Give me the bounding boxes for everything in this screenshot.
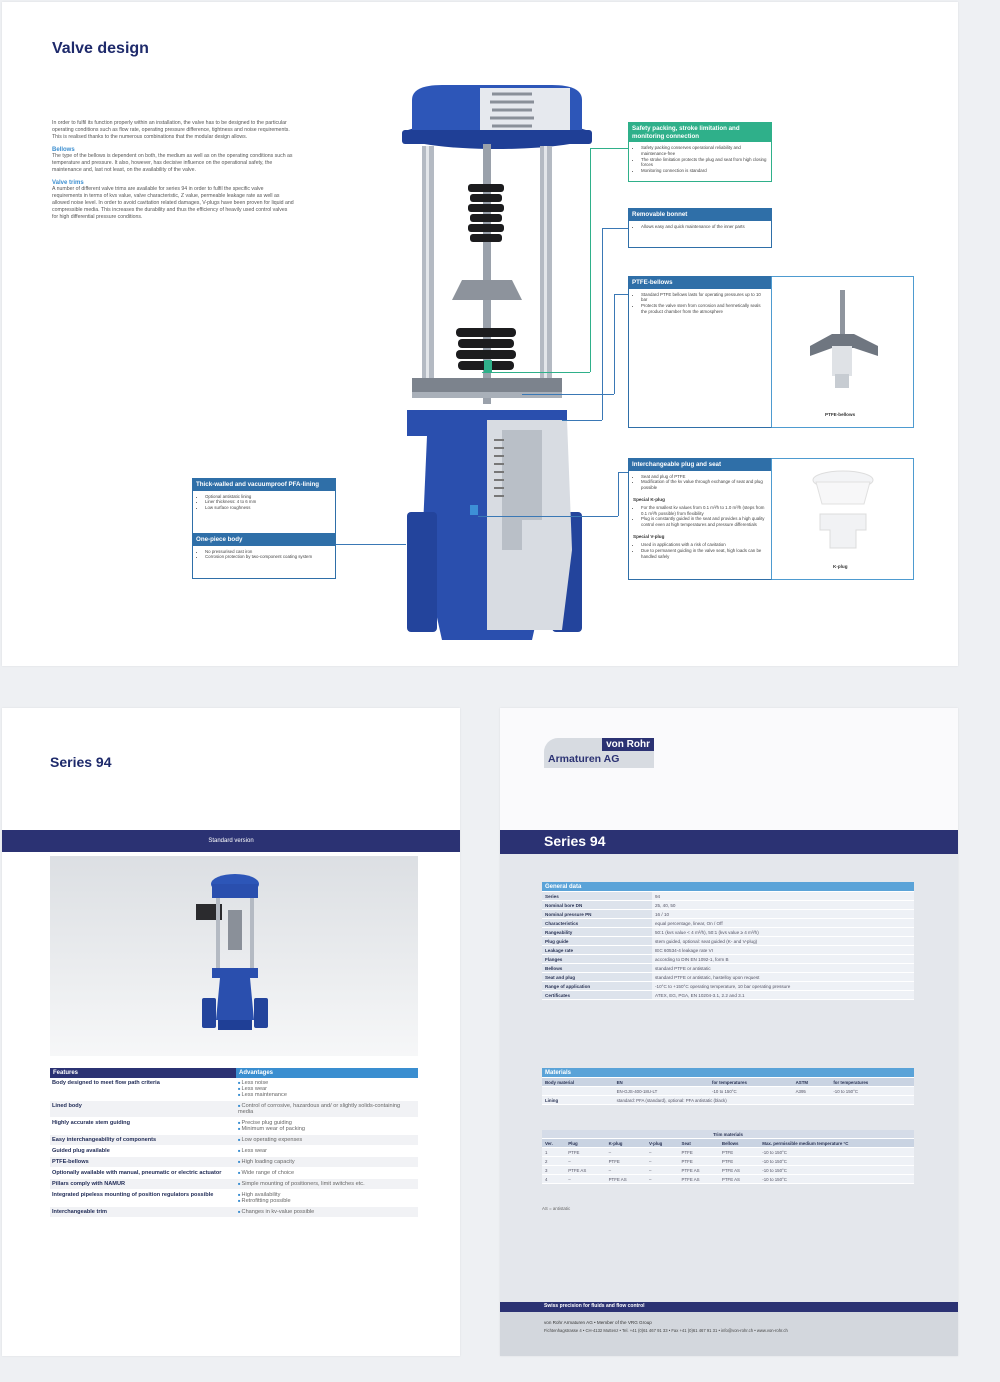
table-row	[542, 955, 914, 964]
table-cell: –	[646, 1148, 679, 1157]
series-94-datasheet-page	[500, 708, 958, 1356]
k-plug-image	[808, 468, 878, 560]
callout-lining-item: • Low surface roughness	[205, 505, 331, 511]
feature-cell: Guided plug available	[50, 1146, 236, 1157]
valve-photo-image	[190, 870, 280, 1050]
title-band	[500, 830, 958, 854]
spec-label: Seat and plug	[542, 973, 652, 982]
spec-label: Series	[542, 892, 652, 901]
advantage-cell	[236, 1207, 418, 1218]
table-cell: –	[606, 1166, 646, 1175]
table-row	[542, 1087, 914, 1096]
table-cell: 3	[542, 1166, 565, 1175]
column-header: Max. permissible medium temperature °C	[759, 1139, 914, 1148]
safety-connector-line	[590, 148, 630, 149]
table-cell: PTFE AS	[679, 1175, 719, 1184]
table-cell: –	[565, 1175, 605, 1184]
advantage-item: ■ High availability	[238, 1192, 416, 1198]
callout-ptfe-heading: PTFE-bellows	[629, 277, 771, 289]
spec-value: 25, 40, 50	[652, 901, 914, 910]
page-title: Series 94	[50, 754, 112, 770]
ptfe-connector-line-h	[522, 394, 614, 395]
table-cell: -10 to 150°C	[709, 1087, 793, 1096]
table-cell: –	[646, 1175, 679, 1184]
feature-cell: Lined body	[50, 1101, 236, 1118]
k-plug-item: • For the smallest kv values from 0.1 m³/h to 1.0 m³/h (steps from 0.1 m³/h possible) from flexibility	[641, 505, 767, 517]
callout-plug-item: • Modification of the kv value through exchange of seat and plug possible	[641, 479, 767, 491]
column-header: K-plug	[606, 1139, 646, 1148]
series-94-features-page	[2, 708, 460, 1356]
valve-trims-heading: Valve trims	[52, 180, 84, 186]
column-header: Plug	[565, 1139, 605, 1148]
table-row	[542, 892, 914, 901]
callout-one-piece-body	[192, 533, 336, 579]
feature-cell: PTFE-bellows	[50, 1157, 236, 1168]
spec-value: 50:1 (kvs value < 4 m³/h), 50:1 (kvs value ≥ 4 m³/h)	[652, 928, 914, 937]
spec-value: standard PTFE or antistatic	[652, 964, 914, 973]
feature-cell: Body designed to meet flow path criteria	[50, 1078, 236, 1101]
column-header: EN	[614, 1078, 709, 1087]
spec-label: Certificates	[542, 991, 652, 1000]
table-cell: PTFE	[679, 1157, 719, 1166]
column-header: Bellows	[719, 1139, 759, 1148]
column-header: for temperatures	[830, 1078, 914, 1087]
callout-safety-item: • Monitoring connection is standard	[641, 168, 767, 174]
intro-text-block	[52, 120, 294, 221]
page-title: Series 94	[544, 833, 606, 849]
intro-text: In order to fulfil its function properly within an installation, the valve has to be designed to the particular operating conditions such as flow rate, operating pressure difference, tightness and noise requirements. This is realised thanks to the numerous combinations that the modular design allows.	[52, 120, 290, 140]
advantage-item: ■ Changes in kv-value possible	[238, 1209, 416, 1215]
table-cell: –	[646, 1166, 679, 1175]
table-row	[542, 937, 914, 946]
table-row	[50, 1179, 418, 1190]
table-cell: PTFE	[565, 1148, 605, 1157]
bonnet-connector-line-h	[562, 420, 602, 421]
general-data-heading: General data	[542, 882, 914, 892]
product-photo	[50, 856, 418, 1056]
materials-heading: Materials	[542, 1068, 914, 1078]
k-plug-caption: K-plug	[833, 564, 848, 569]
column-header: Ver.	[542, 1139, 565, 1148]
bonnet-connector-line	[602, 228, 630, 229]
company-logo	[544, 738, 654, 768]
table-cell: -10 to 150°C	[759, 1166, 914, 1175]
feature-cell: Highly accurate stem guiding	[50, 1118, 236, 1135]
table-cell: PTFE	[719, 1148, 759, 1157]
spec-label: Plug guide	[542, 937, 652, 946]
body-connector-line	[336, 544, 406, 545]
spec-value: ATEX, EG, PGA, EN 10204-3.1, 2.2 and 3.1	[652, 991, 914, 1000]
column-header: for temperatures	[709, 1078, 793, 1087]
callout-safety-item: • The stroke limitation protects the plug and seat from high closing forces	[641, 157, 767, 169]
advantage-cell	[236, 1101, 418, 1118]
advantage-item: ■ Retrofitting possible	[238, 1198, 416, 1204]
spec-label: Range of application	[542, 982, 652, 991]
column-header: ASTM	[793, 1078, 831, 1087]
advantage-cell	[236, 1118, 418, 1135]
advantages-header: Advantages	[236, 1068, 418, 1078]
column-header: V-plug	[646, 1139, 679, 1148]
callout-lining-item: • Optional antistatic lining	[205, 494, 331, 500]
v-plug-item: • Used in applications with a risk of cavitation	[641, 542, 767, 548]
table-cell	[542, 1087, 614, 1096]
callout-ptfe-bellows	[628, 276, 772, 428]
advantage-item: ■ Less maintenance	[238, 1092, 416, 1098]
table-row	[542, 901, 914, 910]
table-row	[50, 1146, 418, 1157]
advantage-item: ■ Wide range of choice	[238, 1170, 416, 1176]
spec-value: equal percentage, linear, On / Off	[652, 919, 914, 928]
table-cell: PTFE AS	[719, 1175, 759, 1184]
v-plug-heading: Special V-plug	[633, 534, 665, 540]
column-header: Body material	[542, 1078, 614, 1087]
advantage-cell	[236, 1168, 418, 1179]
callout-safety-heading: Safety packing, stroke limitation and monitoring connection	[629, 123, 771, 142]
table-cell: A395	[793, 1087, 831, 1096]
advantage-cell	[236, 1078, 418, 1101]
footer-company: von Rohr Armaturen AG • Member of the VRG Group	[544, 1320, 652, 1325]
callout-safety-packing	[628, 122, 772, 182]
table-row	[542, 1166, 914, 1175]
callout-plug-seat	[628, 458, 772, 580]
page-title: Valve design	[52, 40, 149, 57]
advantage-cell	[236, 1146, 418, 1157]
table-cell: -10 to 150°C	[759, 1175, 914, 1184]
table-row	[542, 919, 914, 928]
table-cell: PTFE AS	[606, 1175, 646, 1184]
feature-cell: Integrated pipeless mounting of position regulators possible	[50, 1190, 236, 1207]
table-cell: -10 to 150°C	[830, 1087, 914, 1096]
table-cell: PTFE AS	[679, 1166, 719, 1175]
table-row	[542, 1157, 914, 1166]
antistatic-note: AS = antistatic	[542, 1206, 571, 1211]
advantage-cell	[236, 1157, 418, 1168]
advantage-item: ■ Simple mounting of positioners, limit switches etc.	[238, 1181, 416, 1187]
callout-bonnet-item: • Allows easy and quick maintenance of the inner parts	[641, 224, 767, 230]
plug-connector-line-h	[478, 516, 618, 517]
k-plug-heading: Special K-plug	[633, 496, 665, 502]
table-row	[542, 910, 914, 919]
table-row	[542, 973, 914, 982]
spec-value: standard PTFE or antistatic, hastelloy upon request	[652, 973, 914, 982]
advantage-item: ■ Precise plug guiding	[238, 1120, 416, 1126]
bonnet-connector-line-v	[602, 228, 603, 420]
slogan-text: Swiss precision for fluids and flow control	[544, 1303, 645, 1309]
table-row	[542, 1175, 914, 1184]
table-row	[542, 946, 914, 955]
standard-version-band: Standard version	[2, 830, 460, 852]
feature-cell: Easy interchangeability of components	[50, 1135, 236, 1146]
advantage-item: ■ High loading capacity	[238, 1159, 416, 1165]
safety-connector-line-v	[590, 148, 591, 372]
table-row	[50, 1101, 418, 1118]
valve-cutaway-illustration	[382, 80, 632, 650]
table-row	[50, 1157, 418, 1168]
advantage-item: ■ Control of corrosive, hazardous and/ or slightly solids-containing media	[238, 1103, 416, 1115]
feature-cell: Interchangeable trim	[50, 1207, 236, 1218]
plug-connector-line-v	[618, 472, 619, 516]
table-cell: PTFE AS	[719, 1166, 759, 1175]
callout-lining-heading: Thick-walled and vacuumproof PFA-lining	[193, 479, 335, 491]
callout-ptfe-item: • Standard PTFE bellows lasts for operating pressures up to 10 bar	[641, 292, 767, 304]
table-row	[50, 1207, 418, 1218]
spec-label: Leakage rate	[542, 946, 652, 955]
footer	[500, 1312, 958, 1356]
table-cell: –	[606, 1148, 646, 1157]
spec-value: IEC 60534-4 leakage rate VI	[652, 946, 914, 955]
logo-von-rohr: von Rohr	[602, 738, 654, 751]
bellows-heading: Bellows	[52, 147, 75, 153]
table-row	[542, 991, 914, 1000]
table-cell: PTFE	[719, 1157, 759, 1166]
table-cell: -10 to 150°C	[759, 1157, 914, 1166]
callout-ptfe-item: • Protects the valve stem from corrosion and hermetically seals the product chamber from the atmosphere	[641, 303, 767, 315]
table-row	[50, 1190, 418, 1207]
callout-plug-item: • Seat and plug of PTFE	[641, 474, 767, 480]
spec-label: Nominal pressure PN	[542, 910, 652, 919]
logo-armaturen: Armaturen AG	[548, 753, 620, 765]
ptfe-bellows-caption: PTFE-bellows	[825, 412, 856, 417]
advantage-cell	[236, 1190, 418, 1207]
table-cell: PTFE	[606, 1157, 646, 1166]
advantage-item: ■ Low operating expenses	[238, 1137, 416, 1143]
callout-removable-bonnet	[628, 208, 772, 248]
spec-label: Characteristics	[542, 919, 652, 928]
spec-value: stem guided, optional: seat guided (K- and V-plug)	[652, 937, 914, 946]
table-cell: 2	[542, 1157, 565, 1166]
features-header: Features	[50, 1068, 236, 1078]
table-cell: PTFE	[679, 1148, 719, 1157]
callout-body-heading: One-piece body	[193, 534, 335, 546]
spec-label: Rangeability	[542, 928, 652, 937]
spec-value: -10°C to +150°C operating temperature, 10 bar operating pressure	[652, 982, 914, 991]
spec-label: Nominal bore DN	[542, 901, 652, 910]
table-cell: -10 to 150°C	[759, 1148, 914, 1157]
table-row	[542, 1096, 914, 1105]
column-header: Seat	[679, 1139, 719, 1148]
table-cell: PTFE AS	[565, 1166, 605, 1175]
lining-value: standard: PFA (standard), optional: PFA antistatic (black)	[614, 1096, 914, 1105]
advantage-item: ■ Less noise	[238, 1080, 416, 1086]
callout-body-item: • No pressurised cast iron	[205, 549, 331, 555]
table-cell: 4	[542, 1175, 565, 1184]
valve-design-page	[2, 2, 958, 666]
table-row	[50, 1168, 418, 1179]
advantage-item: ■ Less wear	[238, 1086, 416, 1092]
table-row	[50, 1118, 418, 1135]
ptfe-connector-line-v	[614, 294, 615, 394]
spec-label: Bellows	[542, 964, 652, 973]
table-row	[542, 1148, 914, 1157]
bellows-text: The type of the bellows is dependent on both, the medium as well as on the operating conditions such as temperature and pressure. It also, however, has decisive influence on the operational safety, the maintenance and, last not least, on the availability of the valve.	[52, 153, 293, 173]
callout-safety-item: • Safety packing conserves operational reliability and maintenance-free	[641, 145, 767, 157]
callout-pfa-lining	[192, 478, 336, 534]
advantage-cell	[236, 1135, 418, 1146]
feature-cell: Pillars comply with NAMUR	[50, 1179, 236, 1190]
callout-lining-item: • Liner thickness: 4 to 6 mm	[205, 499, 331, 505]
lining-label: Lining	[542, 1096, 614, 1105]
trim-materials-table	[542, 1130, 914, 1184]
table-cell: 1	[542, 1148, 565, 1157]
features-advantages-table	[50, 1068, 418, 1218]
ptfe-bellows-image	[802, 286, 884, 406]
table-cell: –	[565, 1157, 605, 1166]
callout-bonnet-heading: Removable bonnet	[629, 209, 771, 221]
callout-plug-heading: Interchangeable plug and seat	[629, 459, 771, 471]
advantage-cell	[236, 1179, 418, 1190]
general-data-table	[542, 882, 914, 1000]
footer-address: Fichtenhagstrasse 4 • CH-4132 Muttenz • Tel. +41 (0)61 467 91 33 • Fax +41 (0)61 467 91 31 • info@von-rohr.ch • www.von-rohr.ch	[544, 1328, 788, 1333]
spec-value: according to DIN EN 1092-1, form B	[652, 955, 914, 964]
advantage-item: ■ Minimum wear of packing	[238, 1126, 416, 1132]
slogan-band	[500, 1302, 958, 1312]
table-row	[542, 964, 914, 973]
spec-label: Flanges	[542, 955, 652, 964]
valve-trims-text: A number of different valve trims are available for series 94 in order to fulfil the specific valve requirements in terms of kvs value, valve characteristic, Z value, permeable leakage rate as well as allowed noise level. In order to avoid cavitation related damages, V-plugs have been proven for liquid and compressible media. This increases the durability and thus the efficiency of heavily used control valves for high differential pressure conditions.	[52, 186, 294, 220]
table-cell: EN-GJS-400-18U-LT	[614, 1087, 709, 1096]
table-cell: –	[646, 1157, 679, 1166]
materials-table	[542, 1068, 914, 1105]
table-row	[50, 1135, 418, 1146]
spec-value: 16 / 10	[652, 910, 914, 919]
feature-cell: Optionally available with manual, pneumatic or electric actuator	[50, 1168, 236, 1179]
table-row	[542, 928, 914, 937]
spec-value: 94	[652, 892, 914, 901]
safety-connector-line-h	[482, 372, 590, 373]
table-row	[50, 1078, 418, 1101]
table-row	[542, 982, 914, 991]
callout-body-item: • Corrosion protection by two-component coating system	[205, 554, 331, 560]
v-plug-item: • Due to permanent guiding in the valve seat, high loads can be handled safely	[641, 548, 767, 560]
trim-materials-heading: Trim materials	[542, 1130, 914, 1139]
advantage-item: ■ Less wear	[238, 1148, 416, 1154]
k-plug-item: • Plug is constantly guided in the seat and provides a high quality control even at high temperatures and pressure differentials	[641, 516, 767, 528]
